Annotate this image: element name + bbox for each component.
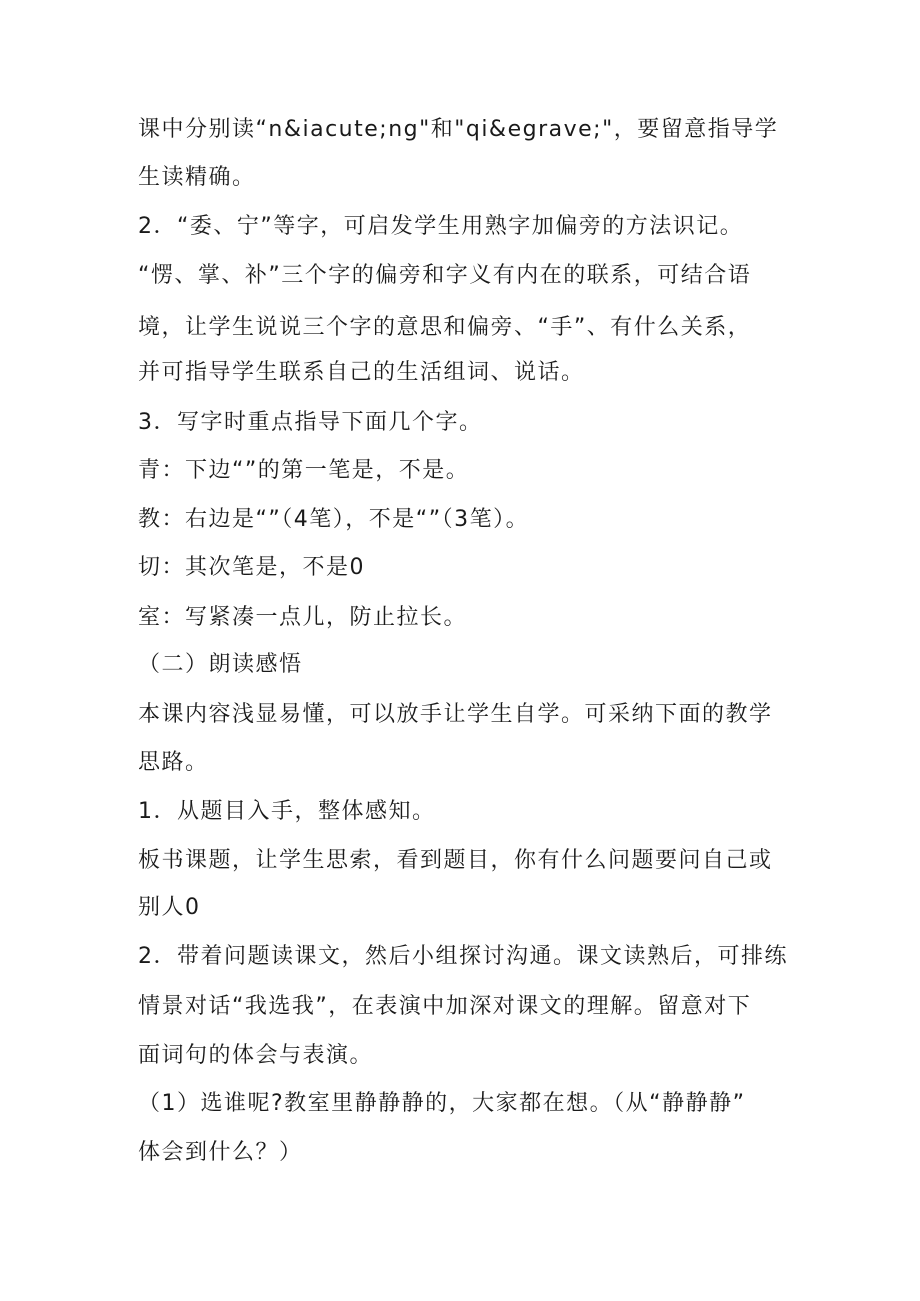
text-line: 室：写紧凑一点儿，防止拉长。: [138, 605, 468, 630]
text-line: 面词句的体会与表演。: [138, 1043, 374, 1068]
text-line: 情景对话“我选我”，在表演中加深对课文的理解。留意对下: [138, 994, 752, 1019]
text-line: 生读精确。: [138, 165, 256, 190]
text-line: 2．带着问题读课文，然后小组探讨沟通。课文读熟后，可排练: [138, 944, 788, 969]
text-line: 板书课题，让学生思索，看到题目，你有什么问题要问自己或: [138, 848, 773, 873]
text-line: 3．写字时重点指导下面几个字。: [138, 410, 483, 435]
text-line: 体会到什么？）: [138, 1140, 303, 1165]
text-line: 境，让学生说说三个字的意思和偏旁、“手”、有什么关系，: [138, 315, 752, 340]
text-line: “愣、掌、补”三个字的偏旁和字义有内在的联系，可结合语: [138, 263, 752, 288]
text-line: 并可指导学生联系自己的生活组词、说话。: [138, 360, 585, 385]
text-line: 别人0: [138, 895, 201, 920]
section-heading: （二）朗读感悟: [138, 652, 303, 677]
text-line: 课中分别读“n&iacute;ng"和"qi&egrave;"，要留意指导学: [138, 117, 779, 142]
text-line: 青：下边“”的第一笔是，不是。: [138, 458, 470, 483]
text-line: 切：其次笔是，不是0: [138, 555, 365, 580]
text-line: 教：右边是“”（4笔），不是“”（3笔）。: [138, 507, 530, 532]
text-line: 2．“委、宁”等字，可启发学生用熟字加偏旁的方法识记。: [138, 214, 744, 239]
text-line: 思路。: [138, 750, 209, 775]
text-line: （1）选谁呢?教室里静静静的，大家都在想。（从“静静静”: [138, 1091, 746, 1116]
text-line: 1．从题目入手，整体感知。: [138, 799, 436, 824]
text-line: 本课内容浅显易懂，可以放手让学生自学。可采纳下面的教学: [138, 702, 773, 727]
